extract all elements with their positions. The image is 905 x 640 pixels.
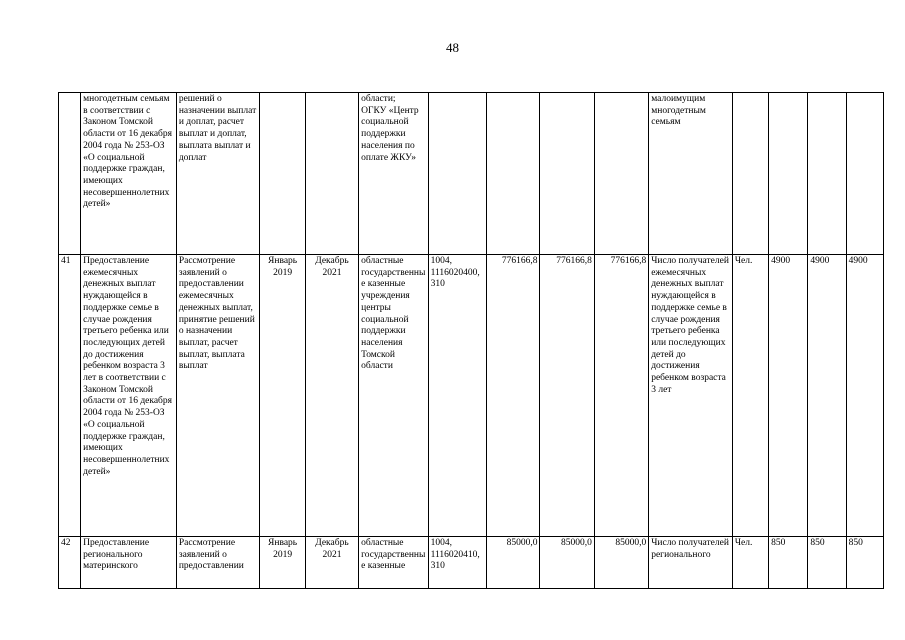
unit-cell: Чел. [732, 537, 768, 589]
indicator-cell: малоимущим многодетным семьям [649, 93, 733, 255]
table-row [59, 537, 884, 589]
actions-cell: решений о назначении выплат и доплат, расчет выплат и доплат, выплата выплат и доплат [176, 93, 260, 255]
row-number-cell [59, 93, 81, 255]
end-date-cell: Декабрь 2021 [305, 255, 358, 537]
event-name-cell: Предоставление регионального материнского [81, 537, 177, 589]
row-number-cell: 42 [59, 537, 81, 589]
indicator-cell: Число получателей регионального [649, 537, 733, 589]
indicator-2021-cell: 4900 [846, 255, 883, 537]
funding-2021-cell: 85000,0 [594, 537, 648, 589]
executor-cell: областные государственные казенные [359, 537, 429, 589]
end-date-cell: Декабрь 2021 [305, 537, 358, 589]
funding-2021-cell [594, 93, 648, 255]
event-name-cell: Предоставление ежемесячных денежных выплат нуждающейся в поддержке семье в случае рождения третьего ребенка или последующих детей до достижения ребенком возраста 3 лет в соответствии с Законом Томской области от 16 декабря 2004 года № 253-ОЗ «О социальной поддержке граждан, имеющих несовершеннолетних детей» [81, 255, 177, 537]
funding-2020-cell [540, 93, 594, 255]
executor-cell: области; ОГКУ «Центр социальной поддержки населения по оплате ЖКУ» [359, 93, 429, 255]
budget-code-cell: 1004, 1116020400, 310 [428, 255, 486, 537]
start-date-cell: Январь 2019 [260, 255, 305, 537]
page-number: 48 [446, 40, 459, 55]
program-activities-table [58, 92, 884, 589]
executor-cell: областные государственные казенные учреждения центры социальной поддержки населения Томской области [359, 255, 429, 537]
table-row [59, 93, 884, 255]
indicator-2020-cell: 850 [808, 537, 846, 589]
actions-cell: Рассмотрение заявлений о предоставлении [176, 537, 260, 589]
indicator-2021-cell [846, 93, 883, 255]
event-name-cell: многодетным семьям в соответствии с Законом Томской области от 16 декабря 2004 года № 253-ОЗ «О социальной поддержке граждан, имеющих несовершеннолетних детей» [81, 93, 177, 255]
indicator-2019-cell: 4900 [769, 255, 808, 537]
indicator-2021-cell: 850 [846, 537, 883, 589]
budget-code-cell: 1004, 1116020410, 310 [428, 537, 486, 589]
funding-2019-cell: 85000,0 [487, 537, 540, 589]
indicator-2020-cell: 4900 [808, 255, 846, 537]
table-row [59, 255, 884, 537]
indicator-2020-cell [808, 93, 846, 255]
funding-2021-cell: 776166,8 [594, 255, 648, 537]
start-date-cell [260, 93, 305, 255]
unit-cell: Чел. [732, 255, 768, 537]
indicator-cell: Число получателей ежемесячных денежных выплат нуждающейся в поддержке семье в случае рождения третьего ребенка или последующих детей до достижения ребенком возраста 3 лет [649, 255, 733, 537]
funding-2019-cell: 776166,8 [487, 255, 540, 537]
funding-2020-cell: 85000,0 [540, 537, 594, 589]
actions-cell: Рассмотрение заявлений о предоставлении ежемесячных денежных выплат, принятие решений о назначении выплат, расчет выплат, выплата выплат [176, 255, 260, 537]
indicator-2019-cell: 850 [769, 537, 808, 589]
funding-2019-cell [487, 93, 540, 255]
indicator-2019-cell [769, 93, 808, 255]
budget-code-cell [428, 93, 486, 255]
end-date-cell [305, 93, 358, 255]
row-number-cell: 41 [59, 255, 81, 537]
unit-cell [732, 93, 768, 255]
funding-2020-cell: 776166,8 [540, 255, 594, 537]
start-date-cell: Январь 2019 [260, 537, 305, 589]
